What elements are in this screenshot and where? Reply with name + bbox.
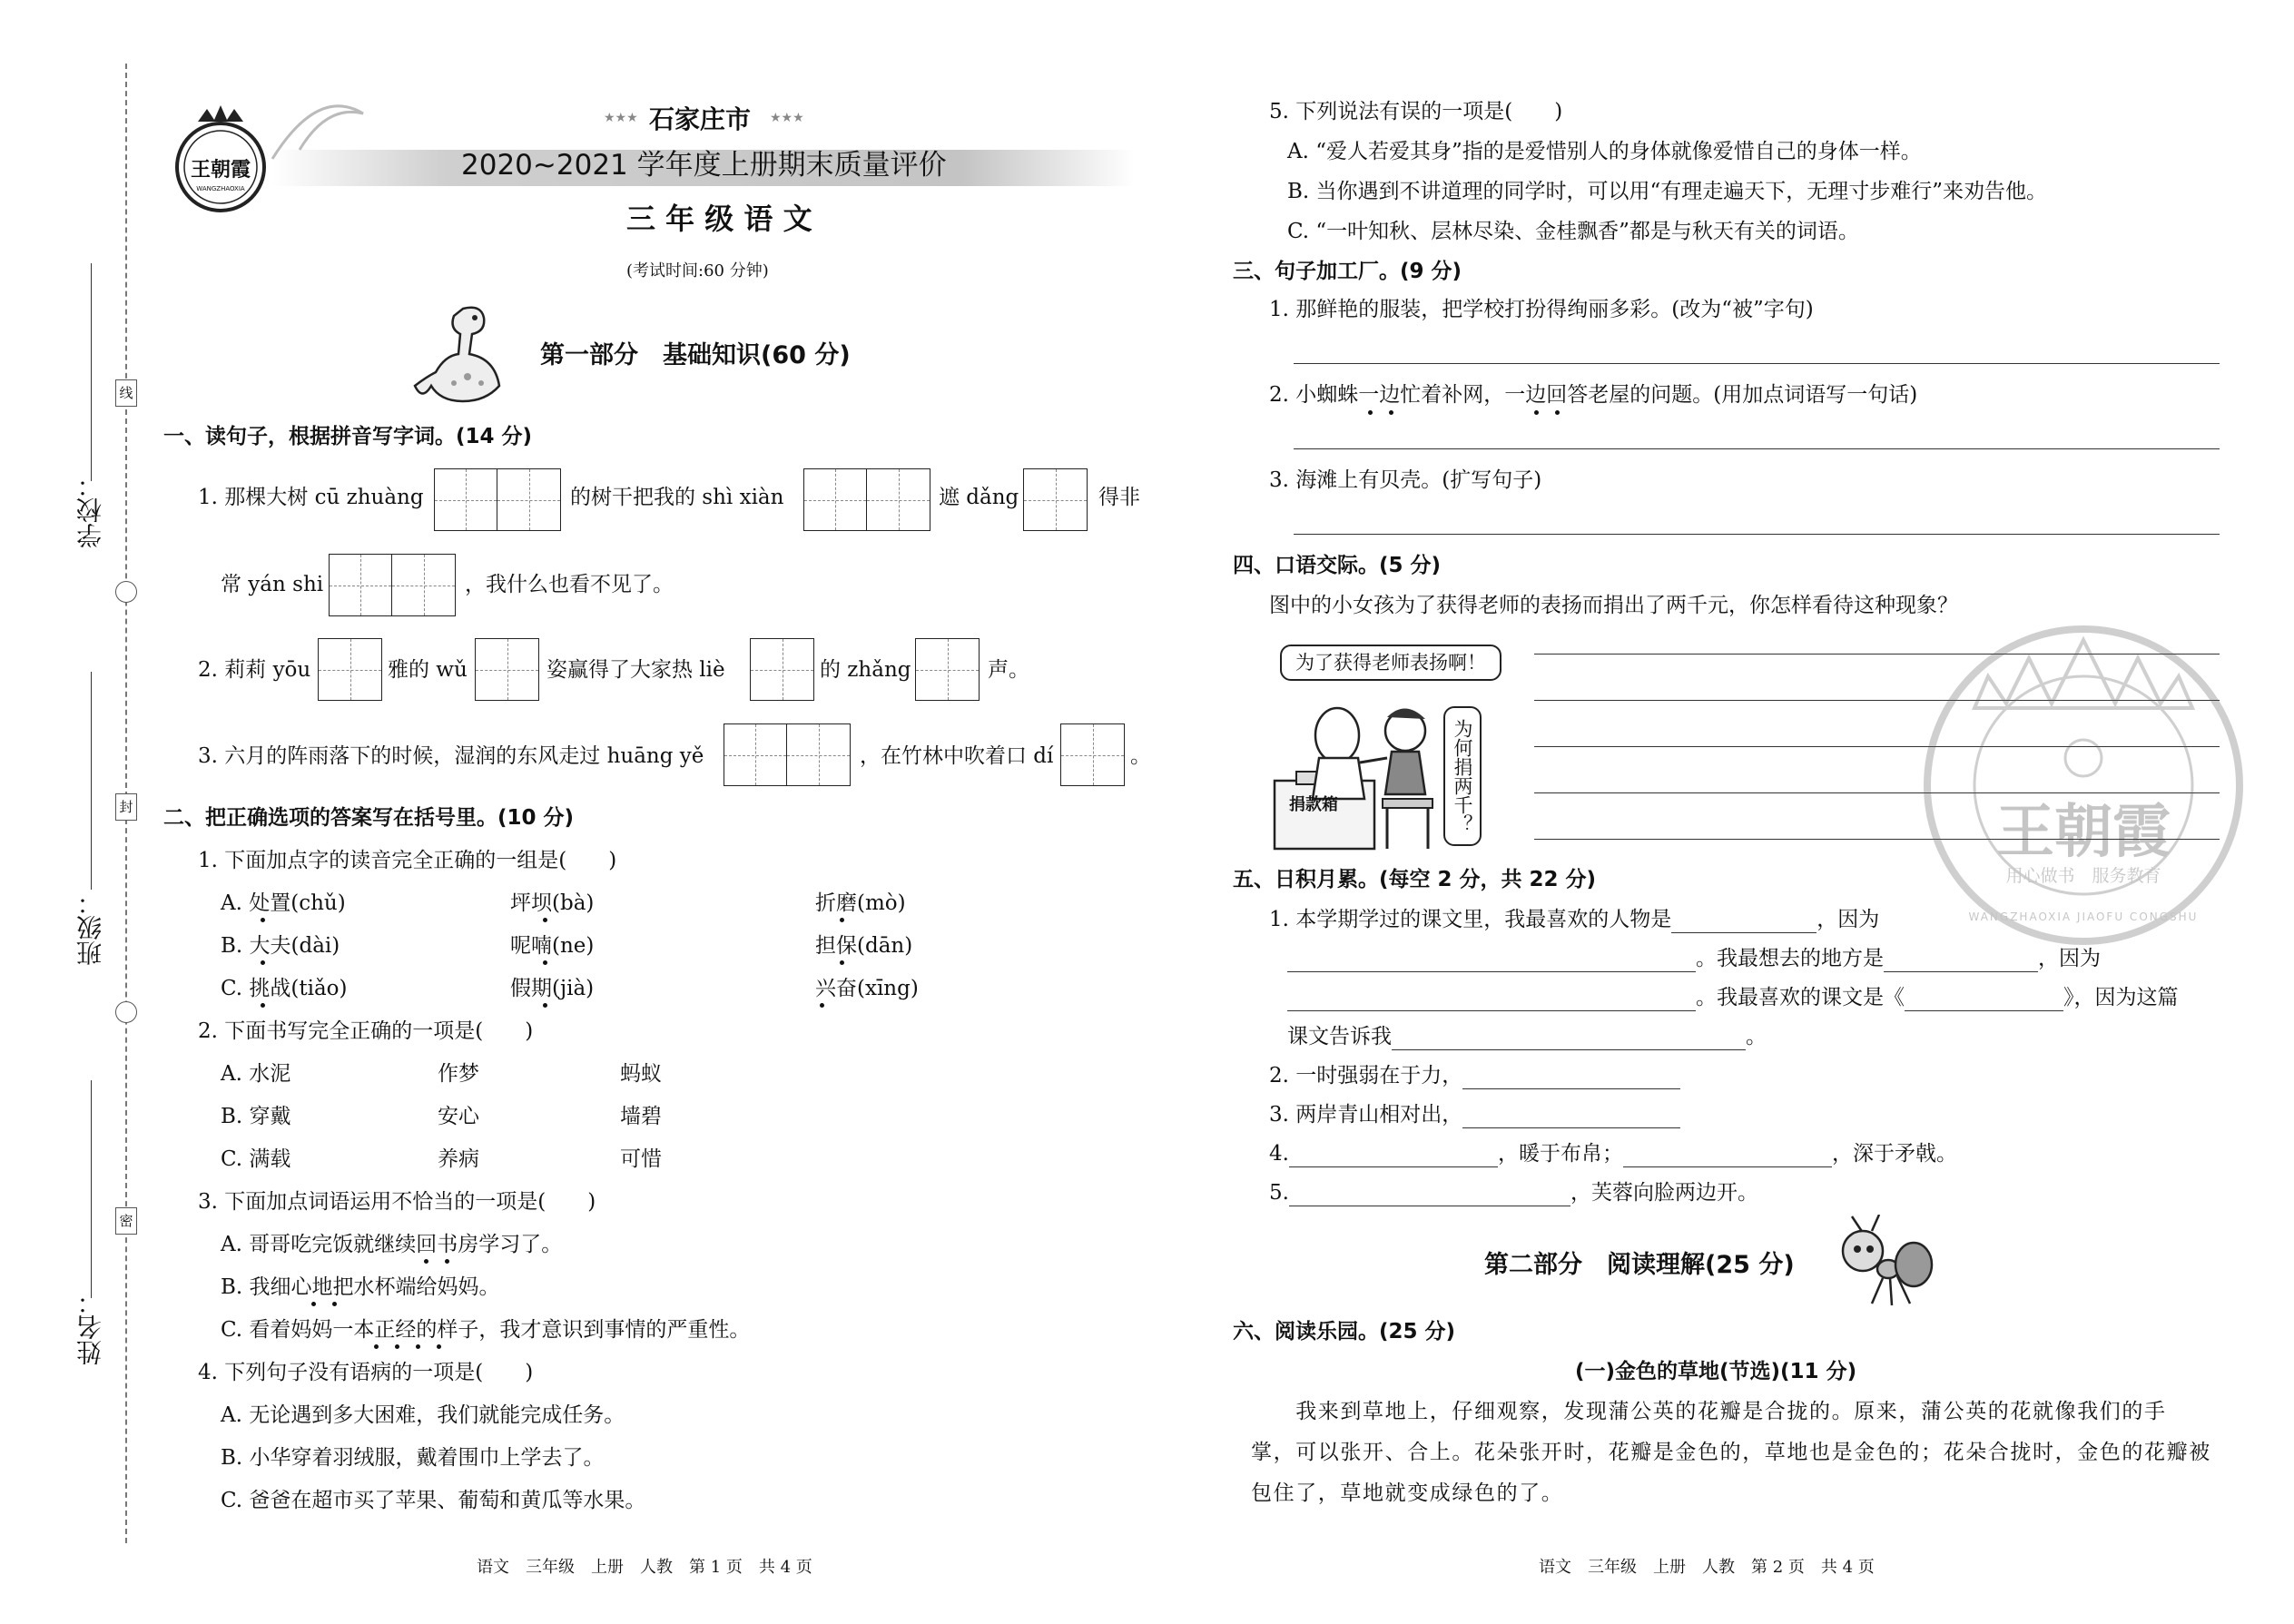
emphasis-dot (1368, 410, 1373, 415)
q5-blank-4a[interactable] (1289, 1148, 1498, 1167)
emphasis-dot (1555, 410, 1560, 415)
q1-s1-text-b: 的树干把我的 shì xiàn (570, 486, 784, 509)
q2-2-option-c1[interactable]: C. 满载 (221, 1147, 291, 1171)
binding-hole-icon (115, 581, 137, 603)
q2-5-option-a[interactable]: A. “爱人若爱其身”指的是爱惜别人的身体就像爱惜自己的身体一样。 (1287, 140, 1922, 163)
watermark-seal (1920, 622, 2247, 949)
emphasis-dot (840, 960, 844, 965)
q1-answer-grid-shixian[interactable] (803, 468, 930, 531)
q2-1-option-b3: 担保(dān) (815, 934, 913, 958)
header-stars-right: ★★★ (770, 111, 804, 125)
q1-s1-text-e: 常 yán shi (221, 573, 324, 596)
q3-title: 三、句子加工厂。(9 分) (1233, 260, 1462, 283)
q5-l3-text-a: 。我最喜欢的课文是《 (1696, 986, 1905, 1009)
brand-logo (171, 102, 271, 220)
q2-4-stem: 4. 下列句子没有语病的一项是( ) (198, 1361, 534, 1384)
q5-l5-text: 2. 一时强弱在于力， (1269, 1064, 1463, 1088)
q2-4-option-a[interactable]: A. 无论遇到多大困难，我们就能完成任务。 (221, 1403, 625, 1427)
q5-blank-2[interactable] (1462, 1070, 1680, 1089)
footer-page-1: 语文 三年级 上册 人教 第 1 页 共 4 页 (477, 1558, 812, 1577)
q2-4-option-b[interactable]: B. 小华穿着羽绒服，戴着围巾上学去了。 (221, 1446, 605, 1470)
exam-subject: 三 年 级 语 文 (626, 202, 812, 236)
q6-paragraph-line-3: 包住了，草地就变成绿色的了。 (1251, 1481, 1564, 1505)
q3-answer-line-2[interactable] (1294, 448, 2220, 449)
q5-blank-reason-1[interactable] (1287, 953, 1696, 972)
emphasis-dot (332, 1302, 337, 1306)
q2-1-option-b1[interactable]: B. 大夫(dài) (221, 934, 340, 958)
q5-blank-lesson[interactable] (1392, 1031, 1746, 1050)
q2-1-stem: 1. 下面加点字的读音完全正确的一组是( ) (198, 849, 617, 872)
q2-2-option-a3: 蚂蚁 (620, 1062, 662, 1086)
q1-s2-text-b: 雅的 wǔ (388, 658, 468, 682)
name-write-line[interactable] (91, 1080, 92, 1298)
q2-2-option-b1[interactable]: B. 穿戴 (221, 1105, 291, 1128)
q5-blank-3[interactable] (1462, 1109, 1680, 1128)
q3-answer-line-3[interactable] (1294, 534, 2220, 535)
q6-paragraph-line-1: 我来到草地上，仔细观察，发现蒲公英的花瓣是合拢的。原来，蒲公英的花就像我们的手 (1251, 1400, 2167, 1423)
q2-4-option-c[interactable]: C. 爸爸在超市买了苹果、葡萄和黄瓜等水果。 (221, 1489, 646, 1512)
emphasis-dot (261, 1003, 265, 1008)
speech-bubble-side: 为何捐两千？ (1443, 706, 1482, 846)
q2-2-option-b2: 安心 (438, 1105, 479, 1128)
q2-2-option-b3: 墙碧 (620, 1105, 662, 1128)
emphasis-dot (1389, 410, 1393, 415)
emphasis-dot (311, 1302, 316, 1306)
emphasis-dot (820, 1003, 824, 1008)
q1-s2-text-d: 的 zhǎng (820, 658, 911, 682)
q1-s3-text-a: 3. 六月的阵雨落下的时候，湿润的东风走过 huāng yě (198, 744, 704, 768)
ribbon-swirl-icon (263, 95, 372, 168)
q2-1-option-a1[interactable]: A. 处置(chǔ) (221, 891, 346, 915)
q1-answer-grid-huangye[interactable] (724, 723, 851, 786)
donation-cartoon (1269, 635, 1505, 853)
q2-1-option-c1[interactable]: C. 挑战(tiǎo) (221, 977, 348, 1000)
q2-5-stem: 5. 下列说法有误的一项是( ) (1269, 100, 1563, 123)
q5-title: 五、日积月累。(每空 2 分，共 22 分) (1233, 868, 1597, 891)
q2-3-option-a[interactable]: A. 哥哥吃完饭就继续回书房学习了。 (221, 1233, 563, 1256)
q5-line-1 (1269, 908, 1879, 933)
speech-bubble-top: 为了获得老师表扬啊！ (1280, 645, 1501, 681)
q5-l3-text-b: 》，因为这篇 (2063, 986, 2179, 1009)
emphasis-dot (543, 960, 547, 965)
q1-answer-grid-wu[interactable] (475, 638, 539, 701)
q5-l6-text: 3. 两岸青山相对出， (1269, 1103, 1463, 1127)
q5-l1-text-a: 1. 本学期学过的课文里，我最喜欢的人物是 (1269, 908, 1672, 931)
emphasis-dot (424, 1259, 428, 1264)
q5-line-2 (1287, 947, 2101, 972)
q4-prompt: 图中的小女孩为了获得老师的表扬而捐出了两千元，你怎样看待这种现象？ (1269, 594, 1958, 617)
ant-illustration (1826, 1215, 1935, 1310)
q3-item-1: 1. 那鲜艳的服装，把学校打扮得绚丽多彩。(改为“被”字句) (1269, 298, 1814, 321)
emphasis-dot (445, 1259, 449, 1264)
q1-s1-text-f: ，我什么也看不见了。 (465, 573, 674, 596)
emphasis-dot (261, 918, 265, 922)
q5-l4-text-b: 。 (1746, 1025, 1767, 1048)
emphasis-dot (374, 1344, 379, 1349)
watermark-ring-text: WANGZHAOXIA JIAOFU CONGSHU (1968, 910, 2199, 923)
q2-3-stem: 3. 下面加点词语运用不恰当的一项是( ) (198, 1190, 596, 1214)
q1-title: 一、读句子，根据拼音写字词。(14 分) (163, 425, 533, 448)
q2-title: 二、把正确选项的答案写在括号里。(10 分) (163, 806, 575, 830)
q2-1-option-c3: 兴奋(xīng) (815, 977, 919, 1000)
exam-time: (考试时间:60 分钟) (626, 261, 769, 281)
q5-l2-text-a: 。我最想去的地方是 (1696, 947, 1884, 970)
donation-box-label: 捐款箱 (1289, 795, 1338, 814)
name-label: 姓名： (75, 1289, 105, 1365)
emphasis-dot (543, 1003, 547, 1008)
cut-mark-2: 封 (115, 793, 137, 821)
q5-l2-text-b: ，因为 (2038, 947, 2101, 970)
emphasis-dot (437, 1344, 441, 1349)
q2-1-option-a3: 折磨(mò) (815, 891, 906, 915)
q2-2-option-a2: 作梦 (438, 1062, 479, 1086)
q1-answer-grid-lie[interactable] (750, 638, 814, 701)
q5-l7-text-c: ，深于矛戟。 (1831, 1142, 1957, 1166)
part1-title: 第一部分 基础知识(60 分) (540, 341, 851, 369)
q2-5-option-b[interactable]: B. 当你遇到不讲道理的同学时，可以用“有理走遍天下，无理寸步难行”来劝告他。 (1287, 180, 2048, 203)
q5-l8-text-a: 5. (1269, 1181, 1289, 1205)
q3-item-3: 3. 海滩上有贝壳。(扩写句子) (1269, 468, 1542, 492)
emphasis-dot (416, 1344, 420, 1349)
cut-mark-1: 线 (115, 379, 137, 407)
exam-title: 2020~2021 学年度上册期末质量评价 (461, 149, 947, 182)
q6-paragraph-line-2: 掌，可以张开、合上。花朵张开时，花瓣是金色的，草地也是金色的；花朵合拢时，金色的花瓣被 (1251, 1441, 2211, 1464)
q2-3-option-b[interactable]: B. 我细心地把水杯端给妈妈。 (221, 1275, 500, 1299)
q2-5-option-c[interactable]: C. “一叶知秋、层林尽染、金桂飘香”都是与秋天有关的词语。 (1287, 220, 1859, 243)
q3-item-2: 2. 小蜘蛛一边忙着补网，一边回答老屋的问题。(用加点词语写一句话) (1269, 383, 1918, 407)
dinosaur-illustration (413, 300, 513, 408)
school-write-line[interactable] (91, 263, 92, 481)
q5-l7-text-a: 4. (1269, 1142, 1289, 1166)
q1-s1-text-d: 得非 (1098, 486, 1140, 509)
q1-answer-grid-di[interactable] (1060, 723, 1125, 786)
q1-answer-grid-yanshi[interactable] (329, 554, 456, 616)
q5-line-8 (1269, 1181, 1758, 1206)
watermark-slogan: 用心做书 服务教育 (2005, 866, 2161, 886)
q5-blank-place[interactable] (1884, 953, 2038, 972)
school-label: 学校： (75, 472, 105, 548)
emphasis-dot (543, 918, 547, 922)
q2-1-option-a2: 坪坝(bà) (510, 891, 595, 915)
logo-subtext: WANGZHAOXIA (196, 185, 245, 192)
q1-answer-grid-you[interactable] (318, 638, 382, 701)
q1-answer-grid-cuzhuang[interactable] (434, 468, 561, 531)
emphasis-dot (261, 960, 265, 965)
q1-s2-text-a: 2. 莉莉 yōu (198, 658, 311, 682)
q5-line-4 (1287, 1025, 1767, 1050)
q1-s1-text-a: 1. 那棵大树 cū zhuàng (198, 486, 424, 509)
q2-1-option-b2: 呢喃(ne) (510, 934, 595, 958)
q5-line-5 (1269, 1064, 1680, 1089)
q6-subtitle: (一)金色的草地(节选)(11 分) (1575, 1360, 1857, 1383)
q5-line-6 (1269, 1103, 1680, 1128)
q1-answer-grid-zhang[interactable] (915, 638, 980, 701)
q3-answer-line-1[interactable] (1294, 363, 2220, 364)
emphasis-dot (395, 1344, 399, 1349)
q5-blank-character[interactable] (1671, 914, 1816, 933)
q5-l1-text-b: ，因为 (1816, 908, 1880, 931)
q5-line-7 (1269, 1142, 1957, 1167)
class-label: 班级： (75, 890, 105, 966)
q1-s1-text-c: 遮 dǎng (939, 486, 1019, 509)
q5-l4-text-a: 课文告诉我 (1287, 1025, 1392, 1048)
q5-blank-text-title[interactable] (1905, 992, 2063, 1011)
q5-blank-5[interactable] (1289, 1187, 1570, 1206)
q5-l7-text-b: ，暖于布帛； (1497, 1142, 1623, 1166)
class-write-line[interactable] (91, 672, 92, 890)
q4-title: 四、口语交际。(5 分) (1233, 554, 1442, 577)
emphasis-dot (1534, 410, 1539, 415)
q1-s3-text-b: ，在竹林中吹着口 dí (860, 744, 1054, 768)
q5-l8-text-b: ，芙蓉向脸两边开。 (1570, 1181, 1758, 1205)
q2-2-stem: 2. 下面书写完全正确的一项是( ) (198, 1019, 534, 1043)
q6-title: 六、阅读乐园。(25 分) (1233, 1320, 1456, 1343)
logo-name: 王朝霞 (190, 158, 251, 182)
q2-2-option-a1[interactable]: A. 水泥 (221, 1062, 291, 1086)
q1-s3-text-c: 。 (1130, 744, 1151, 768)
q2-2-option-c3: 可惜 (620, 1147, 662, 1171)
q1-answer-grid-dang[interactable] (1023, 468, 1088, 531)
watermark-name: 王朝霞 (1996, 798, 2171, 866)
emphasis-dot (840, 918, 844, 922)
q2-1-option-c2: 假期(jià) (510, 977, 595, 1000)
cut-mark-3: 密 (115, 1207, 137, 1235)
q5-blank-4b[interactable] (1623, 1148, 1832, 1167)
q5-line-3 (1287, 986, 2179, 1011)
q1-s2-text-e: 声。 (988, 658, 1029, 682)
q5-blank-reason-2[interactable] (1287, 992, 1696, 1011)
q2-3-option-c[interactable]: C. 看着妈妈一本正经的样子，我才意识到事情的严重性。 (221, 1318, 751, 1342)
q2-2-option-c2: 养病 (438, 1147, 479, 1171)
footer-page-2: 语文 三年级 上册 人教 第 2 页 共 4 页 (1539, 1558, 1875, 1577)
header-region: 石家庄市 (649, 104, 752, 134)
q1-s2-text-c: 姿赢得了大家热 liè (546, 658, 725, 682)
part2-title: 第二部分 阅读理解(25 分) (1484, 1251, 1795, 1279)
header-stars-left: ★★★ (604, 111, 638, 125)
binding-hole-icon (115, 1001, 137, 1023)
